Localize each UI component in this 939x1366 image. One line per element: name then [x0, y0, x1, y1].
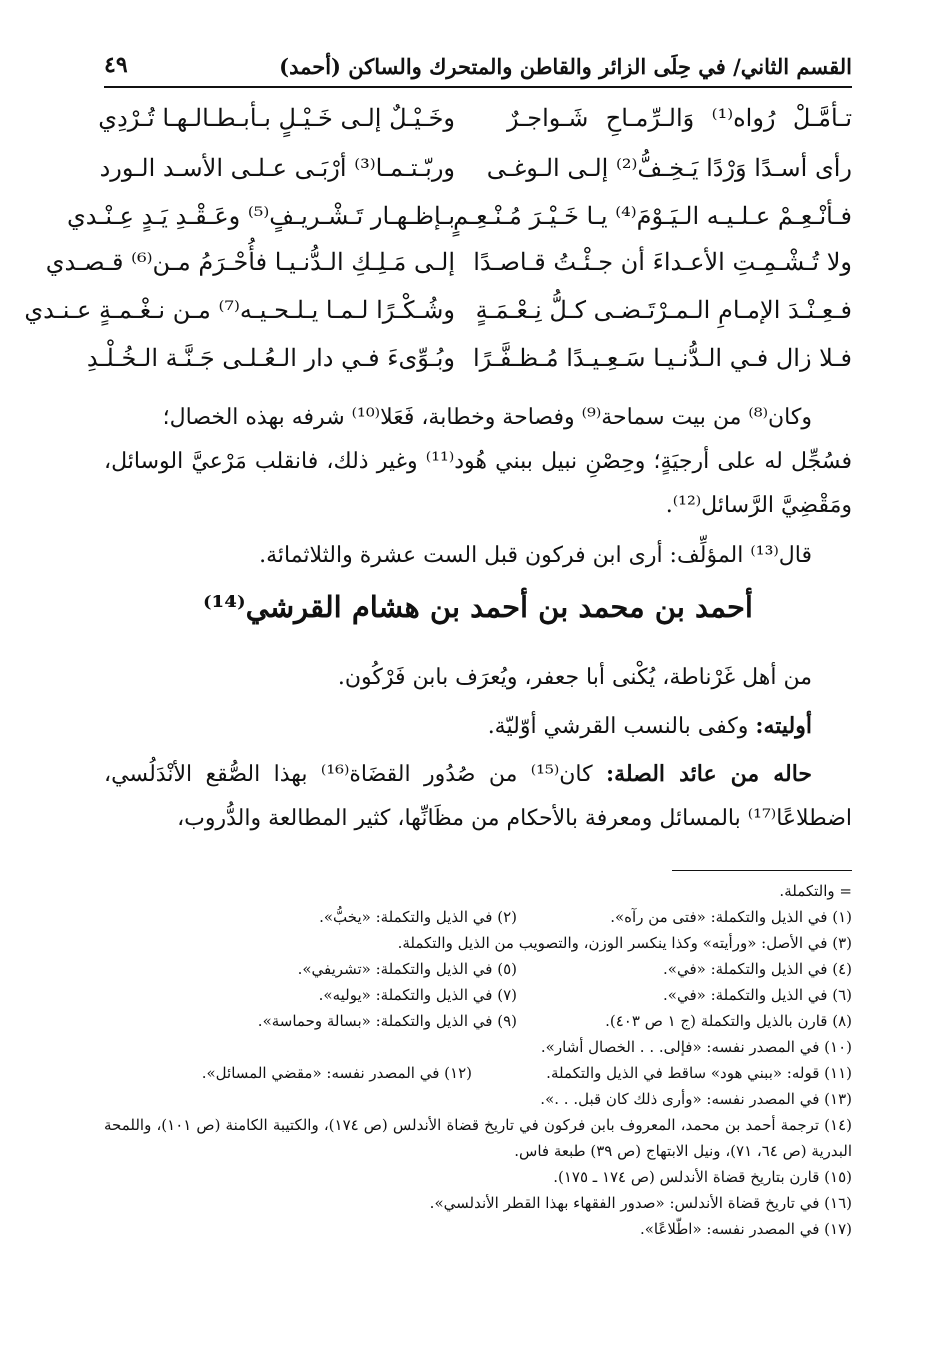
- section-label: أوليته:: [755, 713, 812, 739]
- paragraph-line: ومَقْضِيَّ الرَّسائل⁽¹²⁾.: [665, 493, 852, 518]
- footnote: (١٤) ترجمة أحمد بن محمد، المعروف بابن فركون في تاريخ قضاة الأندلس (ص ١٧٤)، والكتيبة الكامنة (ص ١٠١)، واللمحة البدرية (ص ٦٤، ٧١)، ونيل الابتهاج (ص ٣٩) طبعة فاس.: [104, 1116, 852, 1160]
- verse-second-hemistich: وربّـتـمـا⁽³⁾ أرْبَـى عـلـى الأسـد الـورد: [99, 154, 455, 182]
- footnote: (٥) في الذيل والتكملة: «تشريفي».: [297, 960, 517, 978]
- verse-first-hemistich: فـلا زال فـي الـدُّنـيـا سَـعِـيـدًا مُـظـفَّـرًا: [472, 344, 852, 372]
- footnote-pair: [104, 956, 852, 982]
- footnote-pair: [104, 982, 852, 1008]
- footnote-continuation: = والتكملة.: [779, 882, 852, 900]
- running-header: [104, 50, 852, 84]
- verse-second-hemistich: بـإظـهـار تَـشْـريـفٍ⁽⁵⁾ وعَـقْـدِ يَـدٍ عِـنْـدي: [66, 202, 455, 230]
- footnote: (٨) قارن بالذيل والتكملة (ج ١ ص ٤٠٣).: [605, 1012, 852, 1030]
- verse-line: [86, 344, 852, 396]
- verse-line: [98, 104, 852, 156]
- section-text: وكفى بالنسب القرشي أوّليّة.: [487, 714, 749, 739]
- section-text: كان⁽¹⁵⁾ من صُدُور القضَاة⁽¹⁶⁾ بهذا الصُّقع الأنْدَلُسي، اضطلاعًا⁽¹⁷⁾ بالمسائل ومعرفة بالأحكام من مظَانِّها، كثير المطالعة والدُّروب،: [104, 762, 852, 831]
- verse-line: [45, 248, 852, 300]
- verse-second-hemistich: إلـى مَـلِـكِ الـدُّنـيـا فأُحْـرَمُ مـن⁽⁶⁾ قـصـدي: [45, 248, 455, 276]
- verse-second-hemistich: وخَـيْـلٌ إلـى خَـيْـلٍ بـأبـطـالـهـا تُـرْدِي: [98, 104, 455, 132]
- verse-second-hemistich: وبُـوِّىءَ فـي دار الـعُـلـى جَـنَّـة الـخُـلْـدِ: [86, 344, 455, 372]
- section-label: حاله من عائد الصلة:: [605, 761, 813, 787]
- footnote-pair: [104, 1008, 852, 1034]
- paragraph-line: فسُجِّل له على أرجيَةٍ؛ وحِصْنِ نبيل ببني هُود⁽¹¹⁾ وغير ذلك، فانقلب مَرْعيَّ الوسائل،: [104, 449, 852, 474]
- entry-intro: من أهل غَرْناطة، يُكْنى أبا جعفر، ويُعرَف بابن فَرْكُون.: [337, 665, 812, 690]
- footnote-rule: [672, 870, 852, 871]
- footnote: (١١) قوله: «ببني هود» ساقط في الذيل والتكملة.: [546, 1064, 852, 1082]
- footnote: (١٧) في المصدر نفسه: «اطّلاعًا».: [639, 1220, 852, 1238]
- awwaliyyah-paragraph: [104, 704, 852, 749]
- verse-first-hemistich: رأى أسـدًا وَرْدًا يَـخِـفُّ⁽²⁾ إلـى الـوغـى: [486, 154, 852, 182]
- paragraph-line: وكان⁽⁸⁾ من بيت سماحة⁽⁹⁾ وفصاحة وخطابة، فَعَلا⁽¹⁰⁾ شرفه بهذه الخصال؛: [162, 405, 812, 430]
- biography-paragraph: [104, 396, 852, 528]
- haluhu-paragraph: [104, 752, 852, 841]
- verse-first-hemistich: تـأمَّـلْ رُواه⁽¹⁾ وَالـرِّمـاحِ شَـواجـرٌ: [507, 104, 852, 132]
- footnote: (١) في الذيل والتكملة: «فتى من رآه».: [610, 908, 852, 926]
- verse-second-hemistich: وشُـكْـرًا لـمـا يـلـحـيـه⁽⁷⁾ مـن نـغْـمـةٍ عـنـدي: [24, 296, 455, 324]
- footnote: (٦) في الذيل والتكملة: «في».: [663, 986, 852, 1004]
- verse-first-hemistich: فـأنْـعِـمْ عـلـيـه الـيَـوْمَ⁽⁴⁾ يـا خَـيْـرَ مُـنْـعِـمٍ: [453, 202, 852, 230]
- verse-line: [66, 202, 852, 254]
- footnote: (٧) في الذيل والتكملة: «يوليه».: [318, 986, 517, 1004]
- footnote: (٢) في الذيل والتكملة: «يخبُّ».: [319, 908, 517, 926]
- footnote: (١٦) في تاريخ قضاة الأندلس: «صدور الفقهاء بهذا القطر الأندلسي».: [429, 1194, 852, 1212]
- verse-line: [24, 296, 852, 348]
- verse-first-hemistich: فـعِـنْـدَ الإمـامِ الـمـرْتَـضـى كـلُّ نِـعْـمَـةٍ: [475, 296, 852, 324]
- footnote: (١٢) في المصدر نفسه: «مقضي المسائل».: [201, 1064, 472, 1082]
- page-number: ٤٩: [104, 52, 128, 78]
- header-rule: [104, 86, 852, 88]
- entry-heading: أحمد بن محمد بن أحمد بن هشام القرشي⁽¹⁴⁾: [203, 590, 753, 624]
- footnote: (٣) في الأصل: «ورأيته» وكذا ينكسر الوزن، والتصويب من الذيل والتكملة.: [397, 934, 852, 952]
- header-title: القسم الثاني/ في حِلَى الزائر والقاطن والمتحرك والساكن (أحمد): [279, 54, 852, 79]
- verse-first-hemistich: ولا تُـشْـمِـتِ الأعـداءَ أن جـئْـتُ قـاصـدًا: [473, 248, 852, 276]
- footnote: (٤) في الذيل والتكملة: «في».: [663, 960, 852, 978]
- footnote: (٩) في الذيل والتكملة: «بسالة وحماسة».: [257, 1012, 517, 1030]
- footnote: (١٣) في المصدر نفسه: «وأرى ذلك كان قبل. . .».: [540, 1090, 852, 1108]
- footnote-pair: [104, 904, 852, 930]
- author-note: قال⁽¹³⁾ المؤلِّف: أرى ابن فركون قبل الست عشرة والثلاثمائة.: [259, 543, 812, 568]
- footnotes: [104, 878, 852, 1242]
- verse-line: [99, 154, 852, 206]
- footnote-pair: [104, 1060, 852, 1086]
- footnote: (١٥) قارن بتاريخ قضاة الأندلس (ص ١٧٤ ـ ١٧٥).: [553, 1168, 852, 1186]
- footnote: (١٠) في المصدر نفسه: «فإلى. . . الخصال أشار».: [540, 1038, 852, 1056]
